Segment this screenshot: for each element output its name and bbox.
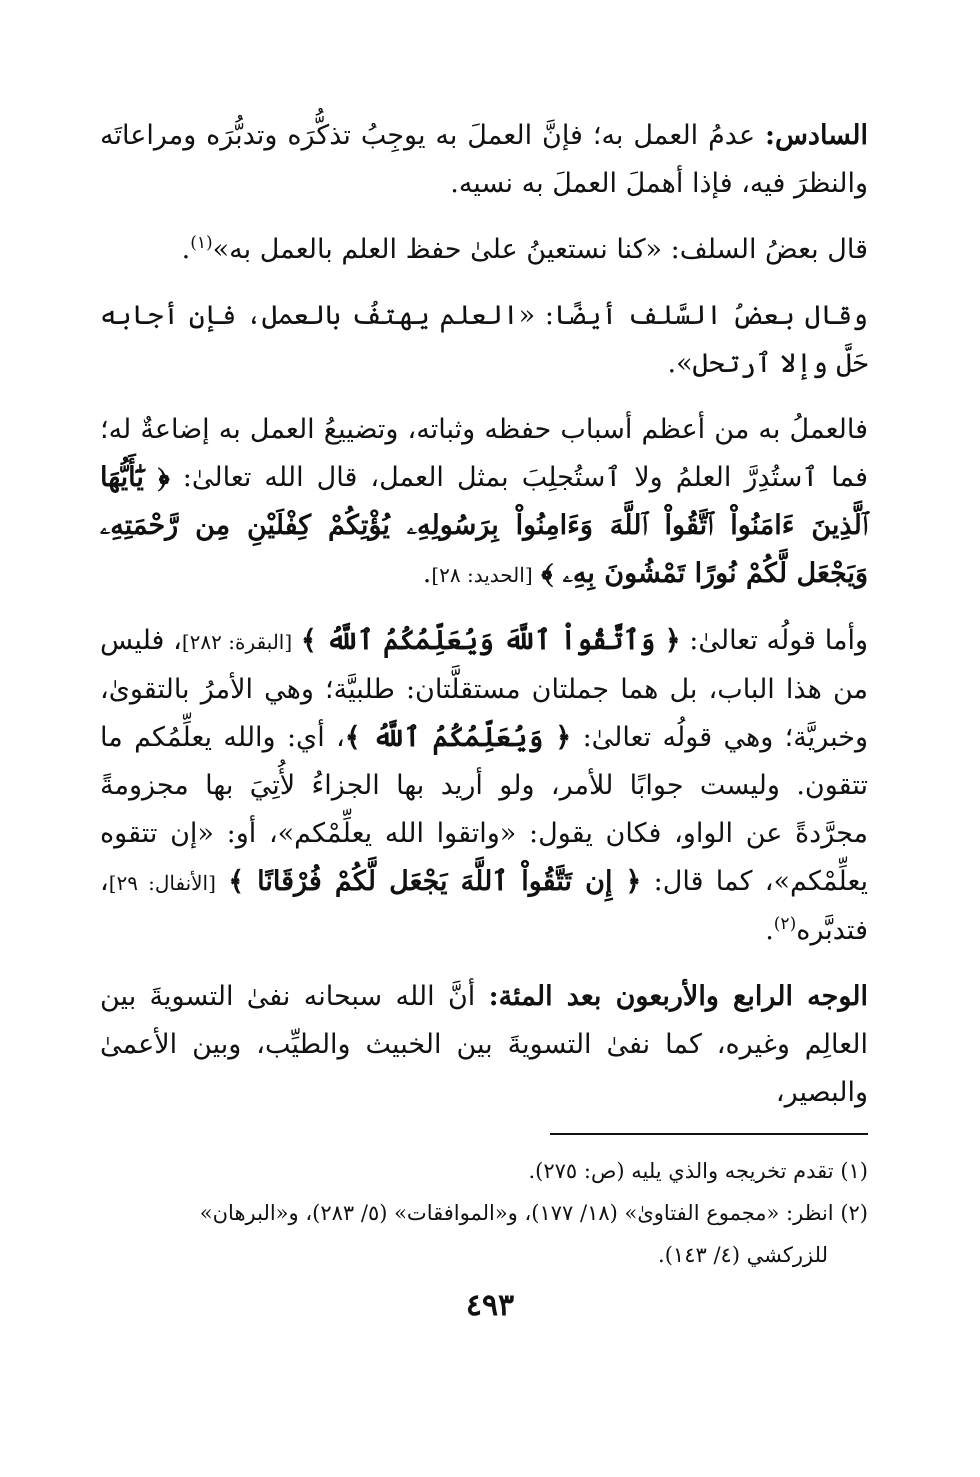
paragraph-practice <box>100 406 868 599</box>
page-number: ٤٩٣ <box>465 1288 515 1323</box>
footnote-ref-1[interactable]: (١) <box>190 233 213 253</box>
footnote-ref-2[interactable]: (٢) <box>773 914 797 934</box>
paragraph-end: . <box>765 915 774 946</box>
footnotes <box>100 1150 868 1276</box>
paragraph-sixth-reason <box>100 112 868 208</box>
paragraph-text: وأما قولُه تعالىٰ: <box>689 625 868 656</box>
footnote-text-continued: للزركشي (٤/ ١٤٣). <box>658 1243 828 1267</box>
paragraph-text: ، أي: والله يعلِّمُكم ما تتقون. وليست جوابًا للأمر، ولو أريد بها الجزاءُ لأُتِيَ بها مجزومةً مجرَّدةً عن الواو، فكان يقول: «واتقوا الله يعلِّمْكم»، أو: «إن تتقوه يعلِّمْكم»، كما قال: <box>100 722 868 897</box>
paragraph-salaf-quote-1 <box>100 226 868 274</box>
quran-verse: ﴿ وَيُعَلِّمُكُمُ ٱللَّهُ ﴾ <box>344 722 572 753</box>
footnote-text: تقدم تخريجه والذي يليه (ص: ٢٧٥). <box>528 1159 834 1183</box>
paragraph-end: . <box>422 558 432 589</box>
footnote-number: (١) <box>840 1159 868 1183</box>
quran-verse: ﴿ إِن تَتَّقُواْ ٱللَّهَ يَجْعَل لَّكُمْ فُرْقَانًا ﴾ <box>228 866 642 897</box>
verse-citation: [الحديد: ٢٨] <box>431 563 533 587</box>
footnote-2 <box>100 1192 868 1276</box>
paragraph-text: عدمُ العمل به؛ فإنَّ العملَ به يوجِبُ تذكُّرَه وتدبُّرَه ومراعاتَه والنظرَ فيه، فإذا أهملَ العملَ به نسيه. <box>100 120 868 199</box>
paragraph-text: ، فتدبَّره <box>100 866 868 946</box>
paragraph-text: أنَّ الله سبحانه نفىٰ التسويةَ بين العالِم وغيره، كما نفىٰ التسويةَ بين الخبيث والطيِّب، وبين الأعمىٰ والبصير، <box>100 981 868 1108</box>
quran-verse: ﴿ وَٱتَّقُواْ ٱللَّهَ وَيُعَلِّمُكُمُ ٱللَّهُ ﴾ <box>300 625 681 656</box>
footnote-text: انظر: «مجموع الفتاوىٰ» (١٨/ ١٧٧)، و«الموافقات» (٥/ ٢٨٣)، و«البرهان» <box>199 1201 834 1225</box>
verse-citation: [الأنفال: ٢٩] <box>108 871 216 895</box>
paragraph-text: فالعملُ به من أعظم أسباب حفظه وثباته، وتضييعُ العمل به إضاعةٌ له؛ فما ٱستُدِرَّ العلمُ ولا ٱستُجلِبَ بمثل العمل، قال الله تعالىٰ: <box>100 414 868 493</box>
paragraph-lead: السادس: <box>765 120 868 151</box>
paragraph-aspect-144 <box>100 973 868 1117</box>
verse-citation: [البقرة: ٢٨٢] <box>181 630 293 654</box>
paragraph-text: وقال بعضُ السَّلف أيضًا: «العلم يهتفُ بالعمل، فإن أجابه حَلَّ وإلا ٱرتحل». <box>100 300 868 379</box>
footnote-divider <box>550 1133 868 1135</box>
paragraph-salaf-quote-2 <box>100 292 868 388</box>
footnote-1 <box>100 1150 868 1192</box>
paragraph-taqwa <box>100 617 868 955</box>
quran-verse: ﴿ يَٰٓأَيُّهَا ٱلَّذِينَ ءَامَنُواْ ٱتَّقُواْ ٱللَّهَ وَءَامِنُواْ بِرَسُولِهِۦ يُؤْتِكُمْ كِفْلَيْنِ مِن رَّحْمَتِهِۦ وَيَجْعَل لَّكُمْ نُورًا تَمْشُونَ بِهِۦ ﴾ <box>100 462 868 589</box>
paragraph-text: ، فليس من هذا الباب، بل هما جملتان مستقلَّتان: طلبيَّة؛ وهي الأمرُ بالتقوىٰ، وخبريَّة؛ وهي قولُه تعالىٰ: <box>100 625 868 753</box>
paragraph-text: قال بعضُ السلف: «كنا نستعينُ علىٰ حفظ العلم بالعمل به» <box>212 234 868 265</box>
footnote-number: (٢) <box>840 1201 868 1225</box>
paragraph-end: . <box>181 234 191 265</box>
paragraph-lead: الوجه الرابع والأربعون بعد المئة: <box>488 981 868 1012</box>
